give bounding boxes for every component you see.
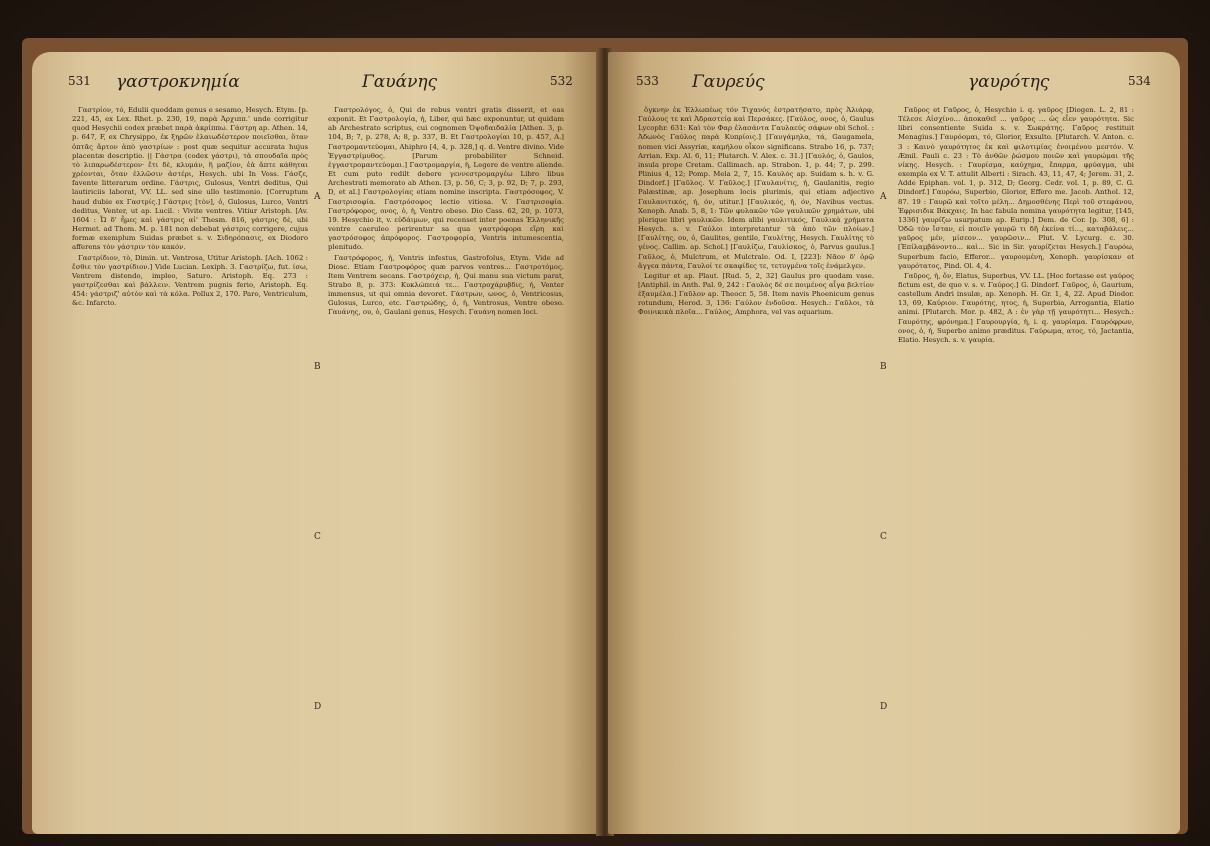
section-marker: A xyxy=(880,192,887,202)
right-page xyxy=(608,52,1180,834)
right-col2-text-b: Γαῦρος, ἡ, ὄν, Elatus, Superbus, VV. LL. [Hoc fortasse est γαύρος fictum est, de quo v. s. v. Γαύρος.] G. Dindorf. Γαῦρος, ὁ, Gaurium, castellum Andri insulæ, ap. Xenoph. H. Gr. 1, 4, 22. Apud Diodor. 13, 69, Καύριον. Γαυρότης, ητος, ἡ, Superbia, Arrogantia, Elatio animi. [Plutarch. Mor. p. 482, A : ἐν γὰρ τῇ γαυρότητι... Hesych.: Γαυρότης, φρόνημα.] Γαυρουργία, ἡ, i. q. γαυρίαμα. Γαυρόφρων, ονος, ὁ, ἡ, Superbo animo præditus. Γαύρωμα, ατος, τό, Jactantia, Elatio. Hesych. s. v. γαυρία. xyxy=(898,271,1134,344)
right-running-head-a: Γαυρεύς xyxy=(692,72,765,92)
left-running-head-a: γαστροκνημία xyxy=(116,72,240,92)
right-col1-text-b: Legitur et ap. Plaut. [Rud. 5, 2, 32] Gaulus pro quodam vase. [Antiphil. in Anth. Pal. 9, 242 : Γαυλὸς δέ σε ποιμένος αἶγα βελτίον ἐξαυμέλα.] Γαῦλον ap. Theocr. 5, 58. Item navis Phoenicum genus rotundum, Herod. 3, 136: Γαύλον ἐνδοῦσα. Hesych.: Γαῦλοι, τὰ Φοινικικὰ πλοῖα... Γαύλος, Amphora, vel vas aquarium. xyxy=(638,271,874,317)
section-marker: B xyxy=(880,362,887,372)
left-page xyxy=(32,52,602,834)
left-col1-text-b: Γαστρίδιον, τὸ, Dimin. ut. Ventrosa, Utitur Aristoph. [Ach. 1062 : ἔσθιε τὸν γαστρίδιον.] Vide Lucian. Lexiph. 3. Γαστρίζω, fut. ίσω, Ventrem distendo, impleo, Saturo. Aristoph. Eq. 273 : γαστρίζεσθαι καὶ βάλλειν. Ventrem pugnis feriο, Aristoph. Eq. 454: γάστριζ' αὐτὸν καὶ τὰ κόλα. Pollux 2, 170. Paro, Ventriculum, &c. Infarcto. xyxy=(72,253,308,308)
left-page-number-a: 531 xyxy=(68,74,91,88)
right-col1-text: ὄγκνην ἐκ Ἐλλωπέως τόν Τιχανός ἐστρατήσατο, πρὸς Ἀλιάρφ, Γαύλους τε καὶ Ἀδραστείᾳ καὶ Περσάκες. [Γαύλος, ονος, ὁ, Gaulus Lycophr. 631: Καὶ τὸν Φαρ ἐλασάντα Γαυλαεύς σάφων obi Schol. : Ἀδωνὸς Γαύλος παρὰ Κυπρίοις.] [Γαυγάμηλα, τά, Gaugamela, nomen vici Assyriæ, καμήλου οἶκον significans. Strabo 16, p. 737; Arrian. Exp. Al. 6, 11; Plutarch. V. Alex. c. 31.] [Γαυλός, ὁ, Gaulos, insula prope Cretam. Callimach. ap. Strabon. 1, p. 44; 7, p. 299. Plinius 4, 12; Pomp. Mela 2, 7, 15. Καυλός ap. Suidam s. h. v. G. Dindorf.] [Γαῦλος. V. Γαῦλος.] [Γαυλανίτις, ἡ, Gaulanitis, regio Palæstinæ, ap. Josephum locis plurimis, qui etiam adjectivo Γαυλανιτικός, ή, όν, utitur.] [Γαυλικός, ή, όν, Navibus vectus. Xenoph. Anab. 5, 8, 1: Τῶν φυλακῶν τῶν γαυλικῶν χρημάτων, ubi plerique libri γαυλικῶν. Idem alibi γαυλιτικός, Γαυλικὰ χρήματα Hesych. s. v. Γαύλοι interpretantur τὰ ἀπὸ τῶν πλοίων.] [Γαυλίτης, ου, ὁ, Gaulites, gentile, Γαυλίτης, Hesych. Γαυλίτης τὸ γένος. Callim. ap. Schol.] [Γαυλίζω, Γαυλίσκος, ὁ, Parvus gaulus.] Γαῦλος, ὁ, Mulctrum, et Mulctrale. Od. I, [223]: Νᾶον δ' ὀρῷ ἄγγεα πάντα, Γαυλοί τε σκαφίδες τε, τετυγμένα τοῖς ἐνάμελγεν. xyxy=(638,106,874,270)
section-marker: B xyxy=(314,362,321,372)
left-col2-text: Γαστρολόγος, ὁ, Qui de rebus ventri gratis disserit, et eas exponit. Et Γαστρολογία, ἡ, Liber, qui hæc exponuntur, ut quidam ab Archestrato scriptus, cui cognomen Ὀψοδαιδαλία [Athen. 3, p. 104, B; 7, p. 278, A; 8, p. 337, B. Et Γαστρολογίαι 10, p. 457, A.] Γαστρομαντεύομαι, Ahiphro [4, 4, p. 328,] q. d. Ventre divino. Vide Ἐγγαστρίμυθος. [Parum probabiliter Schneid. ἐγγαστρομαντεύομαι.] Γαστρομαργία, ἡ, Legere de ventre aliende. Et cum puto redilt debere γεννεστρομαργέω Libro libus Archestrati memorato ab Athen. [3, p. 56, C; 3, p. 92, D; 7, p. 293, D, et al.] Γαστρολογίας etiam nomine inscripta. Γαστρόσοφος, V. Γαστρισοφία. Γαστρόσοφος lectio vitiosa. V. Γαστρισοφία. Γαστρόφορος, ονος, ὁ, ἡ, Ventre obeso. Dio Cass. 62, 20, p. 1073, 19. Hesychio it, v. εὐδάιμων, qui recenset inter poenas Ἑλληνικῆς ventre caeruleo perirentur sa qua γαστρόφορα εἴρη καὶ γαστρόσοφος ἀπρόφορος. Γαστροφορία, Ventris intumescentia, plenitudo. xyxy=(328,106,564,252)
left-col2-text-b: Γαστρόφορος, ἡ, Ventris infestus, Gastrofolus, Etym. Vide ad Diosc. Etiam Γαστροφόρος quæ parvos ventres... Γαστροτόμος. Item Ventrem secans. Γαστρόχειρ, ἡ, Qui manu sua victum parat, Strabo 8, p. 373: Κυκλώπειά τε... Γαστροχάρυβδις, ἡ, Venter immensus, ut qui omnia devoret. Γάστρων, ωνος, ὁ, Ventricosus, Gulosus, Lurco, etc. Γαστρώδης, ὁ, ἡ, Ventrosus, Ventre obeso. Γαυάνης, ου, ὁ, Gaulani genus, Hesych. Γαυάνη nomen loci. xyxy=(328,253,564,317)
left-column-1 xyxy=(72,106,308,818)
left-column-2 xyxy=(328,106,564,818)
left-col1-text: Γαστρίον, τό, Edulii quoddam genus e sesamo, Hesych. Etym. [p. 221, 45, ex Lex. Rhet. p. 230, 19, παρὰ Ἀρχιππ.' unde corrigitur quod Hesychii codex præbet παρὰ ἀκρίππω. Γάστρη ap. Athen. 14, p. 647, F, ex Chrysippo, ἐκ ξηρῶν ἐλαιωδέστερον ποιεῖσθαι, ὅταν ὀπτᾶς ἄρτον ἀπὸ γαστρίων : post quæ sequitur accurata hujus placentæ descriptio. || Γάστρα (codex γάστρι), τὰ σπουδαῖα πρὸς τὸ λιπαρωδέστερον· ἔτι δὲ, κλυμάν, ἢ μαζίον, ἐὰ ἄπτε κάθηται χρέονται, ὅταν ἐλλῶσιν ἀστέρι, Hesych. ubi In Voss. Γάσζε, favente litterarum ordine. Γάστρις, Gulosus, Ventri deditus, Qui lautiriciis laborat, VV. LL. sed sine ullo testimonio. [Corruptum haud dubie ex Γαστρίς.] Γάστρις [τὸν], ὁ, Gulosus, Lurco, Ventri deditus, Venter, ut ap. Lucil. : Vivite ventres. Vitiur Aristoph. [Av. 1604 : Ὦ δ' ἦμες καὶ γάστρις αἰ' Thesm. 816, γάστρις δὲ, ubi Hermet. ad Thom. M. p. 181 non debebat γάστρις corrigere, cujus formæ exemplum Suidas præbet s. v. Σιδηρόπασις, ex Diodoro afferens τὸν γάστριν τὸν κακόν. xyxy=(72,106,308,252)
right-col2-text: Γαῦρος et Γαῦρος, ὁ, Hesychio i. q. γαῦρος [Diogen. L. 2, 81 : Τέλεσε Αἰσχίνο... ἀποκαθεῖ ... γαῦρος ... ὡς εἶεν γαυρότητα. Sic libri consentiente Suida s. v. Σωκράτης. Γαῦρος restituit Menagius.] Γαυρόομαι, τό, Glorior, Exsulto. [Plutarch. V. Anton. c. 3 : Καινὸ γαυρότητος ἐκ καὶ φιλοτιμίας ἐνοιμένου μεστόν. V. Æmil. Pauli c. 23 : Τὸ ἀνθῶν ῥώσμου ποιῶν καὶ γαυρώμαι τῆς νίκης. Hesych. : Γαυρίσμα, καύχημα, ἔπαρμα, φρύαγμα, ubi exempla ex V. T. attulit Alberti : Sirach. 43, 11, 47, 4; Jerem. 31, 2. Adde Epiphan. vol. 1, p. 312, D; Georg. Cedr. vol. 1, p. 89, C. G. Dindorf.] Γαυρόω, Superbio, Glorior, Effero me. Jacob. Anthol. 12, 87. 19 : Γαυρῶ καὶ τοῖτο μέλη... Δημοσθένης Περὶ τοῦ στεφάνου, Ἐφρισιδικ Βάκχαις. In hac fabula nomina γαυρότητα legitur, [145, 1336] γαυρίζω usurpatum ap. Eurip.] Dem. de Cor. [p. 308, 6] : Ὁδῶ τὸν ἴσταν, εἰ ποιεῖν γαυρῶ τι δῆ ἐκείνα τί..., καταβάλεις... γαῦρος μέν, μίσεον... γαυρῶσιν... Plut. V. Lycurg. c. 30. [Ἐπίλαμβάνοντο... καὶ... Sic in Sir. γαυρίζεται Hesych.] Γαυρόω, Superbum facio, Efferor... γαυρουμένη, Xenoph. γαυρίσκαν et γαυρότατος, Pind. Ol. 4, 4. xyxy=(898,106,1134,270)
section-marker: C xyxy=(880,532,887,542)
right-column-1 xyxy=(638,106,874,818)
section-marker: D xyxy=(314,702,322,712)
right-page-header xyxy=(608,72,1180,94)
section-marker: D xyxy=(880,702,888,712)
right-column-2 xyxy=(898,106,1134,818)
right-page-number-a: 533 xyxy=(636,74,659,88)
right-page-number-b: 534 xyxy=(1128,74,1151,88)
left-page-header xyxy=(32,72,602,94)
section-marker: A xyxy=(314,192,321,202)
left-running-head-b: Γαυάνης xyxy=(362,72,438,92)
left-page-number-b: 532 xyxy=(550,74,573,88)
section-marker: C xyxy=(314,532,321,542)
right-running-head-b: γαυρότης xyxy=(968,72,1050,92)
